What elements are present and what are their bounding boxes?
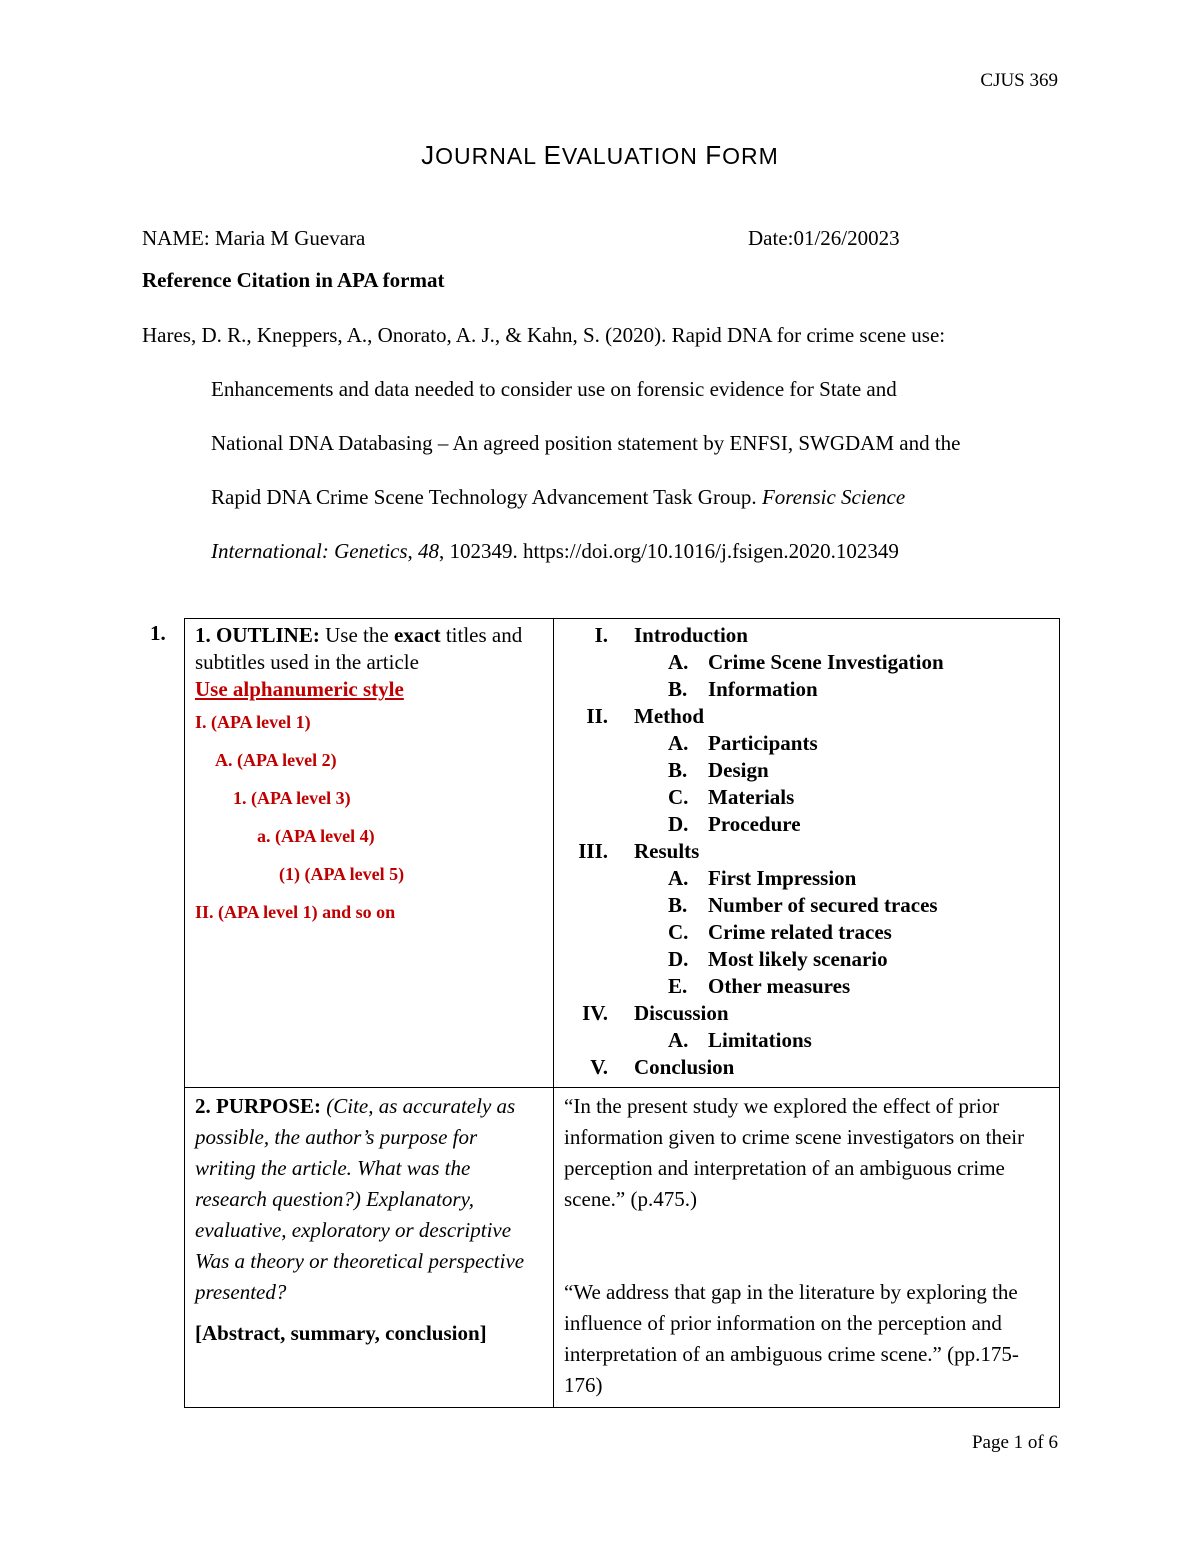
evaluation-table bbox=[142, 618, 1060, 1408]
apa-citation bbox=[142, 322, 1062, 592]
student-name: NAME: Maria M Guevara bbox=[142, 226, 366, 250]
outline-subsection-title: Crime related traces bbox=[708, 920, 892, 944]
outline-section bbox=[564, 1054, 1049, 1081]
outline-subsection bbox=[564, 811, 1049, 838]
purpose-label: 2. PURPOSE: (Cite, as accurately as possible, the author’s purpose for writing the article. What was the research question?) Explanatory, evaluative, exploratory or descriptive Was a theory or theoretical perspective presented? bbox=[195, 1094, 525, 1304]
purpose-instructions bbox=[185, 1088, 554, 1408]
outline-section bbox=[564, 703, 1049, 730]
citation-line: International: Genetics, 48, 102349. https://doi.org/10.1016/j.fsigen.2020.102349 bbox=[211, 539, 899, 563]
apa-level-example: (1) (APA level 5) bbox=[279, 864, 405, 884]
outline-subsection-letter: A. bbox=[668, 866, 689, 890]
outline-section-title: Discussion bbox=[634, 1001, 729, 1025]
outline-section-number: I. bbox=[594, 623, 608, 647]
outline-subsection bbox=[564, 757, 1049, 784]
outline-subsection-letter: B. bbox=[668, 758, 688, 782]
outline-subsection-letter: A. bbox=[668, 731, 689, 755]
outline-section bbox=[564, 1000, 1049, 1027]
citation-line: National DNA Databasing – An agreed position statement by ENFSI, SWGDAM and the bbox=[211, 431, 961, 455]
outline-subsection-letter: A. bbox=[668, 1028, 689, 1052]
purpose-sources: [Abstract, summary, conclusion] bbox=[195, 1321, 487, 1345]
outline-subsection-letter: A. bbox=[668, 650, 689, 674]
outline-subsection-letter: D. bbox=[668, 812, 689, 836]
outline-subsection bbox=[564, 946, 1049, 973]
outline-subsection bbox=[564, 676, 1049, 703]
outline-subsection-title: Information bbox=[708, 677, 818, 701]
outline-subsection-title: Materials bbox=[708, 785, 795, 809]
outline-subsection-title: Crime Scene Investigation bbox=[708, 650, 944, 674]
outline-subsection bbox=[564, 973, 1049, 1000]
outline-row bbox=[142, 619, 1060, 1088]
apa-level-examples bbox=[195, 709, 543, 937]
article-outline bbox=[554, 619, 1060, 1088]
outline-section-title: Conclusion bbox=[634, 1055, 735, 1079]
outline-section-number: IV. bbox=[582, 1001, 608, 1025]
outline-section-title: Results bbox=[634, 839, 700, 863]
outline-subsection-letter: B. bbox=[668, 677, 688, 701]
outline-subsection bbox=[564, 730, 1049, 757]
purpose-quote: “In the present study we explored the effect of prior information given to crime scene investigators on their perception and interpretation of an ambiguous crime scene.” (p.475.) bbox=[564, 1094, 1025, 1211]
outline-section-number: II. bbox=[586, 704, 608, 728]
outline-instructions bbox=[185, 619, 554, 1088]
outline-subsection-letter: E. bbox=[668, 974, 688, 998]
outline-subsection bbox=[564, 919, 1049, 946]
outline-subsection bbox=[564, 865, 1049, 892]
outline-section-number: III. bbox=[578, 839, 608, 863]
outline-subsection-letter: C. bbox=[668, 785, 689, 809]
outline-subsection-title: Number of secured traces bbox=[708, 893, 938, 917]
outline-subsection bbox=[564, 784, 1049, 811]
outline-section-title: Method bbox=[634, 704, 704, 728]
outline-subsection-title: Other measures bbox=[708, 974, 851, 998]
outline-section-number: V. bbox=[590, 1055, 608, 1079]
apa-level-example: a. (APA level 4) bbox=[257, 826, 375, 846]
form-title: JOURNAL EVALUATION FORM bbox=[421, 140, 779, 170]
course-code: CJUS 369 bbox=[980, 70, 1058, 91]
outline-subsection bbox=[564, 1027, 1049, 1054]
citation-line: Rapid DNA Crime Scene Technology Advancement Task Group. Forensic Science bbox=[211, 485, 906, 509]
outline-subsection-letter: B. bbox=[668, 893, 688, 917]
outline-subsection-title: Most likely scenario bbox=[708, 947, 888, 971]
outline-subsection-title: First Impression bbox=[708, 866, 857, 890]
citation-line: Hares, D. R., Kneppers, A., Onorato, A. J., & Kahn, S. (2020). Rapid DNA for crime scene use: bbox=[142, 323, 946, 347]
outline-section bbox=[564, 838, 1049, 865]
purpose-quote: “We address that gap in the literature by exploring the influence of prior information on the perception and interpretation of an ambiguous crime scene.” (pp.175-176) bbox=[564, 1280, 1019, 1397]
outline-subsection-title: Design bbox=[708, 758, 769, 782]
purpose-row bbox=[142, 1088, 1060, 1408]
outline-subsection-letter: C. bbox=[668, 920, 689, 944]
reference-heading: Reference Citation in APA format bbox=[142, 268, 445, 292]
outline-subsection bbox=[564, 649, 1049, 676]
citation-line: Enhancements and data needed to consider use on forensic evidence for State and bbox=[211, 377, 897, 401]
outline-subsection-title: Procedure bbox=[708, 812, 801, 836]
apa-level-example: I. (APA level 1) bbox=[195, 712, 311, 732]
outline-subsection-title: Participants bbox=[708, 731, 818, 755]
apa-level-example: A. (APA level 2) bbox=[215, 750, 337, 770]
outline-subsection-title: Limitations bbox=[708, 1028, 812, 1052]
page-number: Page 1 of 6 bbox=[971, 1432, 1058, 1453]
section-number: 1. bbox=[150, 620, 166, 645]
apa-level-example: 1. (APA level 3) bbox=[233, 788, 351, 808]
outline-section bbox=[564, 622, 1049, 649]
outline-subsection bbox=[564, 892, 1049, 919]
purpose-answer bbox=[554, 1088, 1060, 1408]
alphanumeric-style-note: Use alphanumeric style bbox=[195, 677, 404, 701]
outline-subsection-letter: D. bbox=[668, 947, 689, 971]
outline-label: 1. OUTLINE: Use the exact titles and subtitles used in the article bbox=[195, 623, 523, 674]
submission-date: Date:01/26/20023 bbox=[748, 226, 900, 250]
outline-section-title: Introduction bbox=[634, 623, 748, 647]
outline-list bbox=[564, 622, 1049, 1081]
apa-level-example: II. (APA level 1) and so on bbox=[195, 902, 396, 922]
